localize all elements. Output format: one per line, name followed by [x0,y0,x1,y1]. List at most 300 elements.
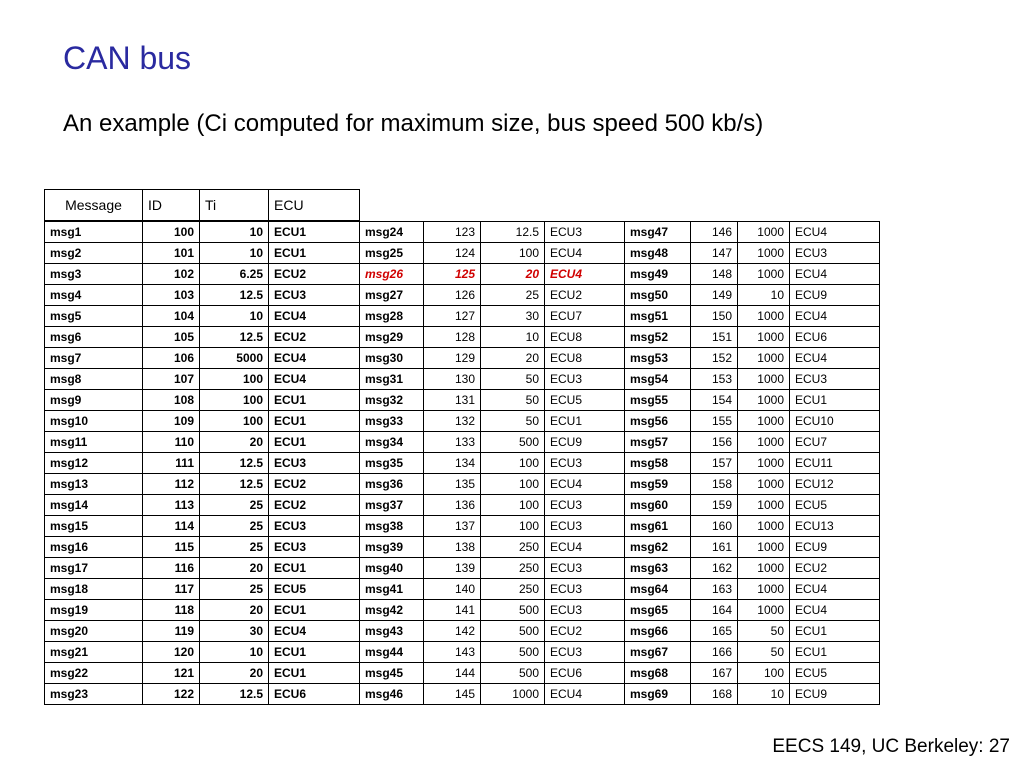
table-row [45,495,360,516]
table-row [360,684,625,705]
cell-id: 137 [424,516,481,537]
cell-ecu: ECU4 [269,306,360,327]
cell-id: 126 [424,285,481,306]
table-row [360,474,625,495]
cell-ecu: ECU1 [790,642,880,663]
cell-message: msg52 [625,327,691,348]
cell-ti: 25 [200,579,269,600]
cell-message: msg14 [45,495,143,516]
cell-message: msg40 [360,558,424,579]
table-row [360,285,625,306]
cell-ti: 250 [481,579,545,600]
cell-ti: 1000 [738,432,790,453]
cell-ti: 100 [481,243,545,264]
cell-ecu: ECU4 [545,264,625,285]
cell-id: 123 [424,222,481,243]
cell-message: msg23 [45,684,143,705]
cell-ti: 1000 [738,348,790,369]
cell-id: 107 [143,369,200,390]
cell-id: 141 [424,600,481,621]
table-row [45,579,360,600]
cell-id: 164 [691,600,738,621]
table-row [360,390,625,411]
cell-ti: 10 [200,243,269,264]
cell-ecu: ECU4 [545,243,625,264]
cell-ti: 12.5 [481,222,545,243]
cell-id: 160 [691,516,738,537]
cell-ecu: ECU2 [269,264,360,285]
cell-message: msg60 [625,495,691,516]
cell-id: 125 [424,264,481,285]
cell-id: 159 [691,495,738,516]
cell-ecu: ECU4 [545,537,625,558]
table-row [360,558,625,579]
table-row [360,600,625,621]
cell-ti: 250 [481,558,545,579]
cell-ti: 20 [200,600,269,621]
cell-id: 153 [691,369,738,390]
cell-ecu: ECU6 [269,684,360,705]
cell-message: msg46 [360,684,424,705]
cell-ecu: ECU8 [545,327,625,348]
cell-ti: 1000 [738,222,790,243]
cell-ecu: ECU1 [269,663,360,684]
cell-message: msg48 [625,243,691,264]
table-row [625,411,880,432]
table-row [360,432,625,453]
cell-message: msg8 [45,369,143,390]
cell-id: 133 [424,432,481,453]
cell-ecu: ECU3 [269,516,360,537]
cell-ecu: ECU1 [269,411,360,432]
cell-message: msg31 [360,369,424,390]
cell-message: msg53 [625,348,691,369]
cell-message: msg29 [360,327,424,348]
cell-ecu: ECU5 [790,663,880,684]
cell-id: 154 [691,390,738,411]
cell-id: 148 [691,264,738,285]
header-message: Message [45,190,143,221]
cell-message: msg30 [360,348,424,369]
cell-ti: 100 [481,453,545,474]
table-row [360,516,625,537]
cell-ti: 1000 [738,390,790,411]
table-row [625,264,880,285]
cell-id: 120 [143,642,200,663]
table-row [625,432,880,453]
cell-id: 150 [691,306,738,327]
cell-ecu: ECU1 [269,390,360,411]
table-row [45,621,360,642]
table-row [45,285,360,306]
cell-ecu: ECU4 [790,264,880,285]
cell-ecu: ECU3 [269,453,360,474]
cell-ti: 12.5 [200,327,269,348]
cell-ti: 10 [738,285,790,306]
table-row [625,537,880,558]
table-row [45,432,360,453]
table-row [360,642,625,663]
cell-ecu: ECU4 [790,600,880,621]
table-row [625,453,880,474]
table-row [45,390,360,411]
table-row [45,642,360,663]
table-row [625,558,880,579]
cell-ecu: ECU4 [790,306,880,327]
cell-id: 157 [691,453,738,474]
cell-message: msg35 [360,453,424,474]
cell-id: 106 [143,348,200,369]
cell-ecu: ECU1 [269,432,360,453]
cell-ti: 100 [200,411,269,432]
cell-message: msg55 [625,390,691,411]
cell-ecu: ECU3 [545,222,625,243]
cell-ti: 20 [200,432,269,453]
cell-id: 163 [691,579,738,600]
cell-ecu: ECU4 [790,579,880,600]
cell-ecu: ECU6 [790,327,880,348]
table-row [45,327,360,348]
cell-message: msg7 [45,348,143,369]
cell-message: msg47 [625,222,691,243]
cell-message: msg2 [45,243,143,264]
cell-ti: 10 [200,306,269,327]
cell-message: msg24 [360,222,424,243]
cell-ti: 500 [481,642,545,663]
cell-id: 105 [143,327,200,348]
cell-ecu: ECU9 [545,432,625,453]
cell-message: msg27 [360,285,424,306]
cell-id: 158 [691,474,738,495]
cell-id: 167 [691,663,738,684]
cell-ecu: ECU11 [790,453,880,474]
header-id: ID [143,190,200,221]
cell-ti: 1000 [738,600,790,621]
cell-ti: 1000 [738,306,790,327]
table-row [360,348,625,369]
cell-message: msg16 [45,537,143,558]
cell-id: 166 [691,642,738,663]
cell-ecu: ECU3 [545,558,625,579]
cell-message: msg61 [625,516,691,537]
cell-ecu: ECU2 [545,621,625,642]
slide-subtitle: An example (Ci computed for maximum size, bus speed 500 kb/s) [63,110,764,137]
table-row [625,306,880,327]
cell-ti: 6.25 [200,264,269,285]
cell-id: 127 [424,306,481,327]
table-row [360,579,625,600]
cell-message: msg45 [360,663,424,684]
cell-ecu: ECU4 [269,348,360,369]
cell-ecu: ECU2 [790,558,880,579]
cell-id: 149 [691,285,738,306]
cell-id: 161 [691,537,738,558]
cell-ecu: ECU3 [545,600,625,621]
cell-message: msg65 [625,600,691,621]
table-row [45,684,360,705]
cell-id: 131 [424,390,481,411]
cell-message: msg18 [45,579,143,600]
cell-message: msg32 [360,390,424,411]
table-row [625,684,880,705]
table-row [625,621,880,642]
cell-message: msg62 [625,537,691,558]
cell-message: msg3 [45,264,143,285]
cell-message: msg54 [625,369,691,390]
cell-id: 139 [424,558,481,579]
cell-message: msg41 [360,579,424,600]
cell-message: msg39 [360,537,424,558]
table-row [45,222,360,243]
cell-id: 134 [424,453,481,474]
cell-ecu: ECU3 [545,579,625,600]
cell-ti: 500 [481,621,545,642]
cell-id: 109 [143,411,200,432]
cell-message: msg10 [45,411,143,432]
cell-ecu: ECU10 [790,411,880,432]
table-row [45,537,360,558]
cell-ti: 500 [481,432,545,453]
cell-ecu: ECU1 [269,558,360,579]
cell-id: 132 [424,411,481,432]
table-row [625,495,880,516]
cell-message: msg58 [625,453,691,474]
cell-ti: 1000 [738,327,790,348]
cell-id: 103 [143,285,200,306]
cell-ti: 20 [481,348,545,369]
cell-ecu: ECU1 [269,642,360,663]
slide-footer: EECS 149, UC Berkeley: 27 [772,736,1010,757]
cell-ecu: ECU3 [790,369,880,390]
table-row [360,264,625,285]
cell-ti: 25 [200,495,269,516]
table-row [625,390,880,411]
cell-ti: 1000 [738,558,790,579]
cell-message: msg6 [45,327,143,348]
cell-message: msg4 [45,285,143,306]
cell-ti: 1000 [738,243,790,264]
cell-ti: 50 [481,369,545,390]
cell-ti: 10 [200,642,269,663]
cell-ti: 25 [200,537,269,558]
message-table-3 [624,221,880,705]
cell-ti: 1000 [738,264,790,285]
cell-ecu: ECU3 [545,495,625,516]
table-row [625,348,880,369]
cell-message: msg34 [360,432,424,453]
cell-id: 155 [691,411,738,432]
cell-message: msg49 [625,264,691,285]
cell-ti: 100 [481,495,545,516]
cell-id: 130 [424,369,481,390]
table-row [625,285,880,306]
cell-ti: 25 [200,516,269,537]
table-row [45,600,360,621]
cell-ecu: ECU3 [269,285,360,306]
cell-ti: 25 [481,285,545,306]
cell-message: msg21 [45,642,143,663]
table-row [625,327,880,348]
cell-message: msg9 [45,390,143,411]
cell-ecu: ECU7 [790,432,880,453]
table-row [625,516,880,537]
cell-message: msg57 [625,432,691,453]
cell-message: msg36 [360,474,424,495]
table-row [360,663,625,684]
cell-id: 143 [424,642,481,663]
cell-ti: 50 [481,390,545,411]
cell-ecu: ECU3 [790,243,880,264]
table-row [625,474,880,495]
cell-ecu: ECU3 [545,369,625,390]
cell-ti: 5000 [200,348,269,369]
cell-ti: 10 [738,684,790,705]
cell-ecu: ECU4 [545,684,625,705]
cell-ti: 1000 [738,453,790,474]
cell-id: 129 [424,348,481,369]
cell-id: 122 [143,684,200,705]
cell-id: 101 [143,243,200,264]
message-table-2 [359,221,625,705]
cell-id: 146 [691,222,738,243]
slide-title: CAN bus [63,40,192,76]
cell-ecu: ECU2 [545,285,625,306]
cell-ecu: ECU5 [269,579,360,600]
cell-ecu: ECU9 [790,285,880,306]
cell-id: 102 [143,264,200,285]
cell-id: 114 [143,516,200,537]
cell-ti: 100 [481,516,545,537]
cell-ecu: ECU1 [545,411,625,432]
cell-ecu: ECU2 [269,327,360,348]
table-row [360,369,625,390]
cell-ecu: ECU1 [269,600,360,621]
cell-message: msg1 [45,222,143,243]
cell-ti: 1000 [738,537,790,558]
cell-ti: 20 [481,264,545,285]
cell-ecu: ECU1 [790,621,880,642]
cell-id: 147 [691,243,738,264]
cell-id: 168 [691,684,738,705]
cell-ti: 500 [481,600,545,621]
message-table-1 [44,221,360,705]
table-row [360,621,625,642]
cell-id: 152 [691,348,738,369]
cell-id: 156 [691,432,738,453]
cell-message: msg51 [625,306,691,327]
cell-message: msg28 [360,306,424,327]
cell-ti: 1000 [738,516,790,537]
table-row [45,453,360,474]
table-row [625,663,880,684]
cell-ti: 1000 [738,369,790,390]
cell-ecu: ECU2 [269,495,360,516]
table-row [45,243,360,264]
cell-ti: 100 [200,369,269,390]
table-row [360,243,625,264]
cell-ecu: ECU1 [269,243,360,264]
cell-message: msg56 [625,411,691,432]
cell-ecu: ECU13 [790,516,880,537]
table-row [45,474,360,495]
cell-message: msg22 [45,663,143,684]
cell-message: msg43 [360,621,424,642]
cell-ecu: ECU4 [545,474,625,495]
cell-message: msg17 [45,558,143,579]
cell-ecu: ECU6 [545,663,625,684]
cell-ecu: ECU8 [545,348,625,369]
cell-ecu: ECU3 [545,516,625,537]
cell-message: msg20 [45,621,143,642]
table-row [625,222,880,243]
table-header [44,189,360,221]
cell-ti: 100 [481,474,545,495]
cell-message: msg13 [45,474,143,495]
cell-ti: 30 [481,306,545,327]
cell-ecu: ECU5 [790,495,880,516]
cell-ti: 20 [200,558,269,579]
cell-message: msg25 [360,243,424,264]
cell-id: 117 [143,579,200,600]
cell-ti: 20 [200,663,269,684]
table-row [625,600,880,621]
cell-ti: 10 [200,222,269,243]
table-row [45,411,360,432]
cell-ecu: ECU1 [790,390,880,411]
cell-ti: 12.5 [200,684,269,705]
cell-message: msg50 [625,285,691,306]
table-row [360,327,625,348]
cell-ecu: ECU9 [790,684,880,705]
cell-id: 115 [143,537,200,558]
table-row [45,516,360,537]
cell-id: 116 [143,558,200,579]
table-row [45,663,360,684]
cell-ecu: ECU12 [790,474,880,495]
cell-ecu: ECU4 [269,369,360,390]
table-row [45,369,360,390]
cell-id: 100 [143,222,200,243]
cell-ti: 50 [738,642,790,663]
cell-message: msg19 [45,600,143,621]
cell-id: 111 [143,453,200,474]
cell-id: 124 [424,243,481,264]
cell-ecu: ECU4 [790,348,880,369]
cell-ecu: ECU3 [269,537,360,558]
cell-id: 113 [143,495,200,516]
table-row [625,642,880,663]
cell-ecu: ECU3 [545,453,625,474]
table-row [360,453,625,474]
cell-message: msg11 [45,432,143,453]
cell-ecu: ECU4 [269,621,360,642]
cell-ti: 12.5 [200,453,269,474]
cell-ecu: ECU4 [790,222,880,243]
cell-ti: 1000 [481,684,545,705]
cell-message: msg63 [625,558,691,579]
table-row [45,348,360,369]
cell-ti: 12.5 [200,285,269,306]
header-ti: Ti [200,190,269,221]
cell-ecu: ECU2 [269,474,360,495]
cell-ti: 100 [738,663,790,684]
cell-message: msg5 [45,306,143,327]
table-row [625,369,880,390]
cell-message: msg68 [625,663,691,684]
cell-id: 104 [143,306,200,327]
cell-id: 110 [143,432,200,453]
cell-message: msg59 [625,474,691,495]
